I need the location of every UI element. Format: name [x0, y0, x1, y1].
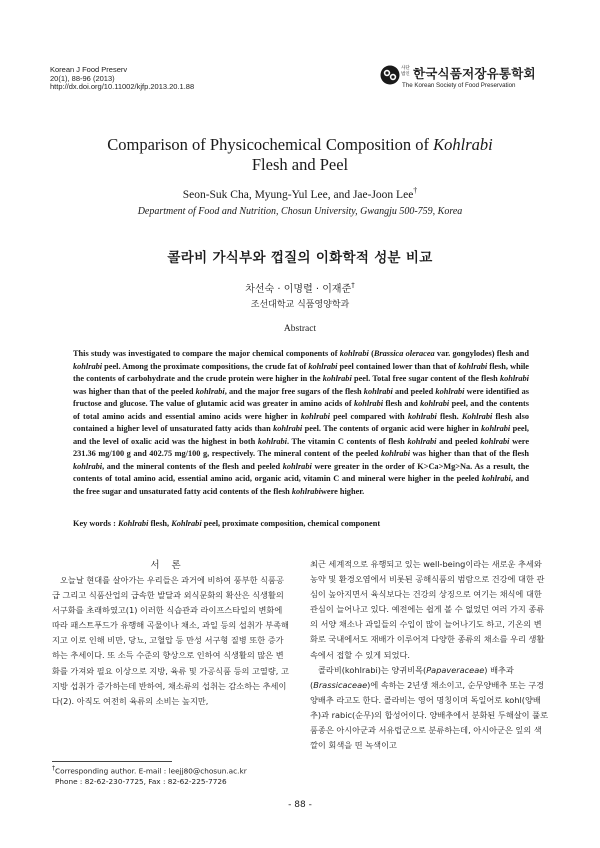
society-header [380, 63, 555, 97]
abstract-italic: kohlrabi [363, 386, 393, 396]
paper-authors [60, 186, 540, 201]
korean-corresponding-mark: † [351, 281, 355, 290]
abstract-text: were 231.36 mg/100 g and 402.75 mg/100 g, respectively. The mineral content of the peeled [73, 436, 530, 458]
abstract-italic: kohlrabi [257, 436, 287, 446]
korean-affiliation: 조선대학교 식품영양학과 [250, 300, 350, 310]
abstract-italic: kohlrabi [339, 349, 369, 358]
abstract-italic: kohlrabi [300, 411, 330, 421]
society-logo-icon [380, 65, 400, 85]
abstract-text: was higher than that of the peeled [73, 386, 196, 396]
abstract-text: ( [368, 349, 374, 358]
abstract-italic: kohlrabi [407, 436, 437, 446]
abstract-italic: kohlrabi [380, 449, 411, 458]
abstract-italic: kohlrabi [480, 436, 510, 446]
abstract-italic: Kohlrabi [461, 411, 493, 421]
korean-authors [60, 280, 540, 295]
society-english-name: The Korean Society of Food Preservation [402, 82, 516, 89]
intro-paragraph: 최근 세계적으로 유행되고 있는 well-being이라는 새로운 추세와 농약 및 환경오염에서 비롯된 공해식품의 범람으로 건강에 대한 관심이 높아지면서 육식보다는 건강의 상징으로 여기는 채식에 대한 관심이 늘어나고 있다. 예전에는 쉽게 볼 수 없었던 여러 가지 종류의 서양 채소나 과일들의 수입이 많이 늘어나기도 하고, 기온의 변화로 국내에서도 재배가 이루어져 다양한 종류의 채소를 우리 생활 속에서 접할 수 있게 되었다. [310, 559, 545, 660]
abstract-italic: kohlrabi [282, 461, 312, 471]
intro-paragraph: 오늘날 현대를 살아가는 우리들은 과거에 비하여 풍부한 식품공급 그리고 식품산업의 급속한 발달과 외식문화의 확산은 식생활의 서구화를 초래하였고(1) 이러한 식습관과 라이프스타일의 변화에 따라 패스트푸드가 유행해 곡물이나 채소, 과일 등의 섭취가 부족해지고 이로 인해 비만, 당뇨, 고혈압 등 만성 서구형 질병 또한 증가하는 추세이다. 또 소득 수준의 향상으로 인하여 식생활의 많은 변화를 가져와 필요 이상으로 지방, 육류 및 가공식품 등의 고열량, 고지방 섭취가 증가하는데 반하여, 채소류의 섭취는 감소하는 추세이다(2). 아직도 여전히 육류의 소비는 높지만, [52, 575, 289, 706]
abstract-text: var. gongylodes) flesh and [434, 349, 529, 358]
abstract-text: were greater in the order of K>Ca>Mg>Na. As a result, the contents of total amino acid, essential amino acid, organic acid, vitamin C and mineral were higher in the peeled [73, 461, 529, 483]
korean-author-names: 차선숙 · 이명렬 · 이재준 [245, 284, 352, 295]
abstract-italic: kohlrabi [291, 486, 321, 496]
intro-paragraph [310, 663, 549, 754]
abstract-text: were higher. [320, 486, 365, 496]
intro-italic: Papaveraceae [426, 664, 485, 675]
abstract-text: flesh, while the contents of carbohydrate and the crude protein were higher in the [73, 361, 529, 383]
abstract-italic: kohlrabi [73, 361, 103, 371]
abstract-text: peel. Total free sugar content of the flesh [351, 374, 500, 383]
abstract-text: peel. Among the proximate compositions, the crude fat of [102, 361, 309, 371]
page-number: - 88 - [288, 800, 312, 810]
footnote [52, 763, 247, 787]
paper-title [60, 135, 540, 175]
keyword-italic: Kohlrabi [171, 519, 202, 528]
abstract-text: were identified as fructose and glucose. The value of glutamic acid was greater in amino acids of [73, 386, 529, 408]
keywords [73, 519, 529, 528]
korean-title: 콜라비 가식부와 껍질의 이화학적 성분 비교 [167, 250, 433, 266]
title-line2: Flesh and Peel [251, 155, 349, 174]
abstract-italic: kohlrabi [481, 474, 511, 483]
abstract-text: and peeled [392, 386, 436, 396]
footnote-mark: † [52, 765, 56, 772]
abstract-text: flesh and [383, 399, 421, 408]
left-column [52, 573, 291, 709]
abstract-italic: kohlrabi [308, 361, 338, 371]
abstract-text: flesh also contained a higher level of unsaturated fatty acids than [73, 411, 529, 433]
footnote-email: Corresponding author. E-mail : leejj80@chosun.ac.kr [55, 766, 247, 776]
keyword-italic: Kohlrabi [117, 519, 149, 528]
abstract-italic: kohlrabi [73, 461, 103, 471]
footnote-rule [52, 761, 172, 762]
abstract-heading: Abstract [283, 324, 317, 334]
abstract-text: and peeled [436, 436, 481, 446]
title-line1-prefix: Comparison of Physicochemical Composition of [107, 135, 434, 154]
keyword-text: flesh, [148, 519, 172, 528]
abstract-italic: kohlrabi [420, 399, 450, 408]
abstract-italic: kohlrabi [481, 424, 511, 433]
author-names: Seon-Suk Cha, Myung-Yul Lee, and Jae-Joon Lee [182, 188, 414, 201]
society-korean-name: 한국식품저장유통학회 [413, 66, 536, 81]
intro-italic: Brassicaceae [313, 679, 368, 690]
abstract-text: peel, and the level of oxalic acid was the highest in both [73, 424, 529, 446]
corresponding-mark: † [413, 186, 418, 195]
journal-info [50, 66, 194, 92]
abstract-italic: kohlrabi [195, 386, 225, 396]
abstract-body [73, 348, 529, 498]
abstract-text: , and the major free sugars of the flesh [224, 386, 364, 396]
abstract-italic: kohlrabi [407, 411, 437, 421]
society-small-label: 사단 법인 [401, 66, 410, 77]
abstract-text: flesh. [436, 411, 462, 421]
abstract-text: was higher than that of the flesh [410, 449, 529, 458]
abstract-text: , and the free sugar and unsaturated fatty acid contents of the flesh [73, 474, 529, 496]
abstract-italic: kohlrabi [353, 399, 384, 408]
abstract-italic: kohlrabi [499, 374, 529, 383]
abstract-text: peel contained lower than that of [337, 361, 459, 371]
title-line1-italic: Kohlrabi [433, 135, 493, 154]
keyword-text: peel, proximate composition, chemical component [201, 519, 381, 528]
abstract-text: , and the mineral contents of the flesh and peeled [102, 461, 283, 471]
abstract-text: peel compared with [329, 411, 408, 421]
journal-name: Korean J Food Preserv [50, 65, 128, 74]
intro-text: 콜라비(kohlrabi)는 양귀비목( [318, 664, 427, 675]
abstract-text: This study was investigated to compare the major chemical components of [73, 349, 340, 358]
keywords-label: Key words : [73, 519, 118, 528]
paper-affiliation: Department of Food and Nutrition, Chosun University, Gwangju 500-759, Korea [137, 206, 463, 217]
section-heading-intro: 서론 [150, 560, 193, 571]
journal-doi: http://dx.doi.org/10.11002/kjfp.2013.20.1.88 [50, 82, 195, 92]
abstract-italic: kohlrabi [435, 386, 465, 396]
intro-text: ) 배추과( [310, 664, 514, 690]
abstract-text: peel. The contents of organic acid were higher in [302, 424, 482, 433]
right-column [310, 557, 549, 753]
abstract-text: . The vitamin C contents of flesh [286, 436, 408, 446]
intro-text: )에 속하는 2년생 채소이고, 순무양배추 또는 구경양배추 라고도 한다. 콜라비는 영어 명칭이며 독일어로 kohl(양배추)과 rabic(순무)의 합성어이다. 양배추에서 분화된 두해살이 풀로 품종은 아시아군과 서유럽군으로 분류하는데, 아시아군은 잎의 색깔이 회색을 띤 녹색이고 [310, 679, 548, 751]
abstract-italic: kohlrabi [322, 374, 352, 383]
abstract-italic: kohlrabi [273, 424, 303, 433]
abstract-text: peel, and the contents of total amino acids and essential amino acids were higher in [73, 399, 529, 421]
footnote-phone: Phone : 82-62-230-7725, Fax : 82-62-225-7726 [55, 777, 227, 787]
abstract-italic: kohlrabi [458, 361, 488, 371]
journal-volume: 20(1), 88-96 (2013) [50, 73, 115, 83]
abstract-italic: Brassica oleracea [373, 349, 435, 358]
